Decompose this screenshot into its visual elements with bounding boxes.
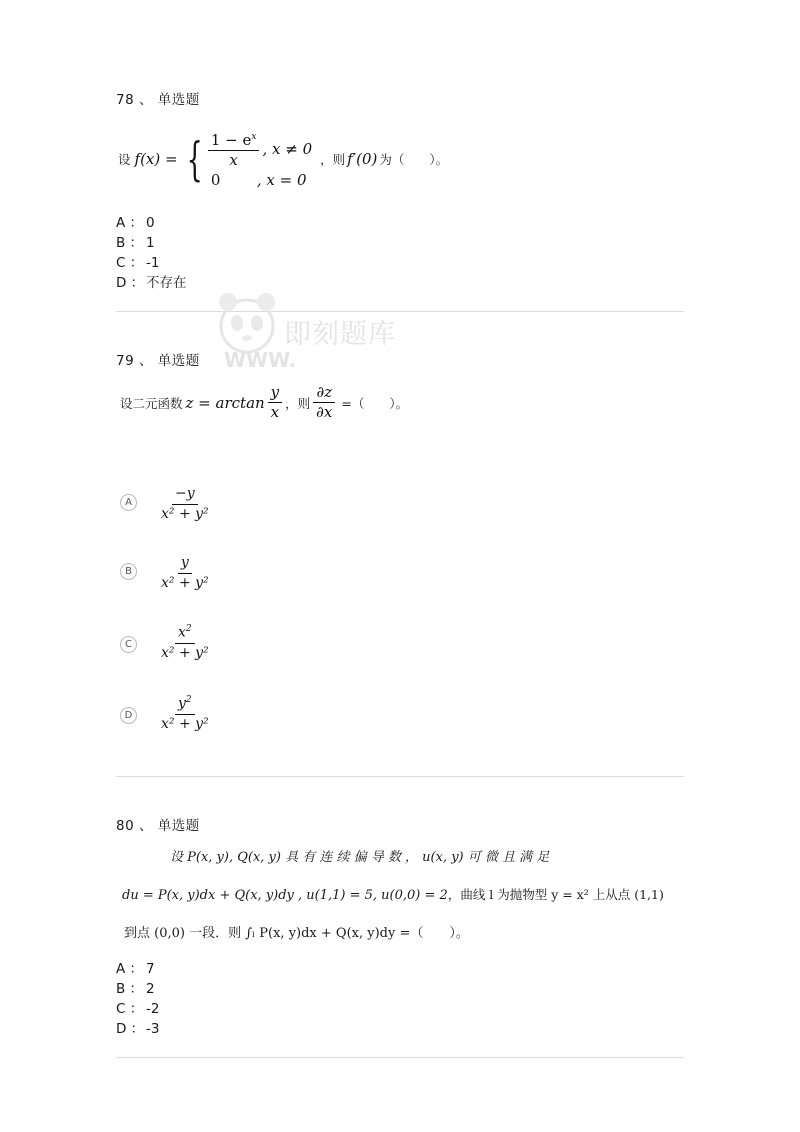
q78-case2-cond: , x = 0 xyxy=(256,171,307,189)
q80-line2-cn: ，曲线 l 为抛物型 y = x² 上从点 (1,1) xyxy=(447,887,664,902)
watermark-url: WWW. xyxy=(224,348,297,372)
q79-deriv-num: ∂z xyxy=(313,384,335,403)
q78-stem-mid: ，则 xyxy=(320,152,346,167)
q79-option-a-radio[interactable]: A xyxy=(120,494,137,511)
q78-case2-val: 0 xyxy=(210,171,221,189)
q78-stem-prefix: 设 xyxy=(118,152,131,167)
q78-stem-func: f(x) = xyxy=(134,150,178,168)
q79-stem-z: z = arctan xyxy=(185,393,265,412)
q80-stem-line2 xyxy=(122,884,664,903)
q78-cases: $\frac{1 - e^x}{x}$ , x ≠ 0 0 , x = 0 xyxy=(205,129,312,189)
q78-options xyxy=(116,213,187,293)
q79-frac-den: x xyxy=(270,403,280,421)
q78-option-d[interactable]: D ： 不存在 xyxy=(116,275,187,291)
q79-frac-num: y xyxy=(268,384,282,403)
q80-option-b[interactable]: B ： 2 xyxy=(116,981,155,997)
q79-option-b-radio[interactable]: B xyxy=(120,563,137,580)
q80-stem-line1: 设 P(x, y), Q(x, y) 具 有 连 续 偏 导 数 ， u(x, y) 可 微 且 满 足 xyxy=(170,850,550,865)
q78-brace: { xyxy=(186,132,203,186)
q78-case1-cond: , x ≠ 0 xyxy=(262,140,313,158)
q80-options xyxy=(116,959,159,1039)
q80-header: 80 、 单选题 xyxy=(116,818,200,834)
q79-option-c-formula[interactable]: $\frac{x^2}{\text{x² + y²}}$ xyxy=(158,621,212,662)
q79-option-c-radio[interactable]: C xyxy=(120,636,137,653)
q79-option-d-radio[interactable]: D xyxy=(120,707,137,724)
divider xyxy=(116,311,684,312)
q80-option-a[interactable]: A ： 7 xyxy=(116,961,155,977)
q79-deriv-den: ∂x xyxy=(316,403,333,421)
q80-stem-line3: 到点 (0,0) 一段．则 ∫ₗ P(x, y)dx + Q(x, y)dy =（ ）。 xyxy=(124,926,469,941)
q80-line2-math: du = P(x, y)dx + Q(x, y)dy , u(1,1) = 5, u(0,0) = 2 xyxy=(122,888,448,903)
q78-stem-suffix: 为（ ）。 xyxy=(379,152,449,167)
q80-option-d[interactable]: D ： -3 xyxy=(116,1021,160,1037)
q79-option-b-formula[interactable]: $\frac{y}{\text{x² + y²}}$ xyxy=(158,551,212,592)
q79-header: 79 、 单选题 xyxy=(116,353,200,369)
divider xyxy=(116,776,684,777)
q79-stem-mid: ，则 xyxy=(285,395,311,411)
q80-option-c[interactable]: C ： -2 xyxy=(116,1001,160,1017)
q78-option-a[interactable]: A ： 0 xyxy=(116,215,155,231)
q78-option-b[interactable]: B ： 1 xyxy=(116,235,155,251)
divider xyxy=(116,1057,684,1058)
q79-stem xyxy=(120,384,408,421)
q78-header: 78 、 单选题 xyxy=(116,92,200,108)
watermark-text: 即刻题库 xyxy=(284,319,396,350)
q79-stem-suffix: =（ ）。 xyxy=(341,395,409,411)
q79-option-d-formula[interactable]: $\frac{y^2}{\text{x² + y²}}$ xyxy=(158,692,212,733)
q78-option-c[interactable]: C ： -1 xyxy=(116,255,160,271)
q79-stem-prefix: 设二元函数 xyxy=(120,395,183,411)
q79-option-a-formula[interactable]: $\frac{-y}{\text{x² + y²}}$ xyxy=(158,482,212,523)
q78-stem-deriv: f′(0) xyxy=(347,150,378,168)
q78-stem xyxy=(118,124,448,194)
